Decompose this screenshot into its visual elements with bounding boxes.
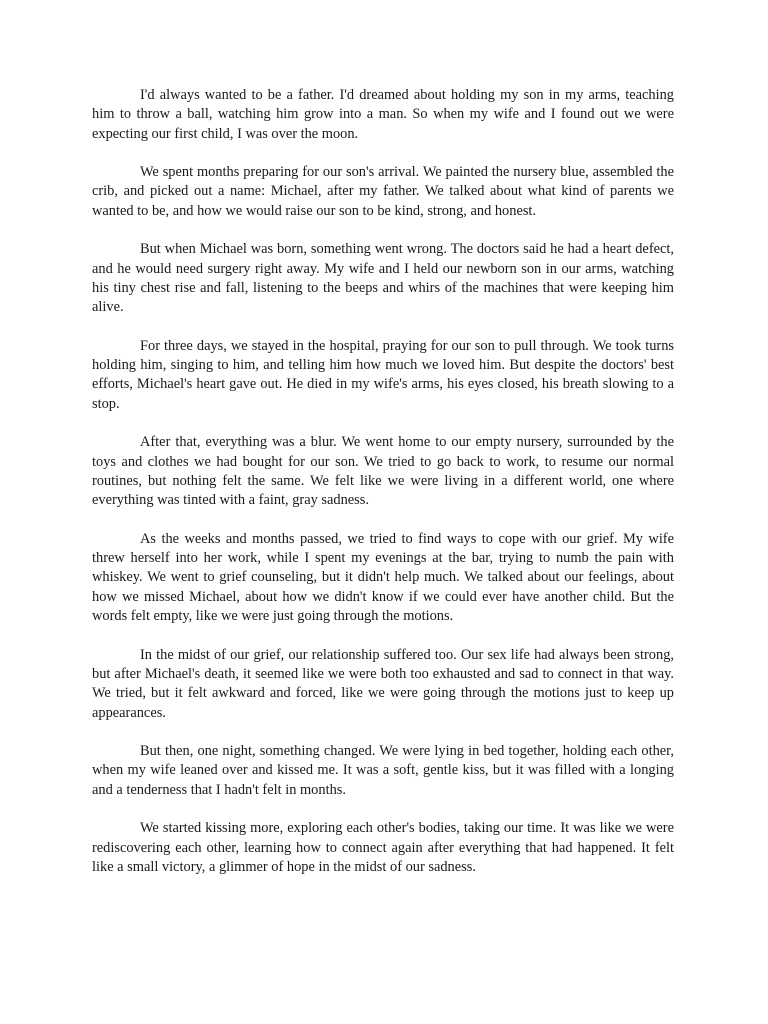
paragraph-1: I'd always wanted to be a father. I'd dreamed about holding my son in my arms, teaching him to throw a ball, watching him grow into a man. So when my wife and I found out we were expecting our first child, I was over the moon. bbox=[92, 87, 674, 142]
paragraph-4: For three days, we stayed in the hospital, praying for our son to pull through. We took turns holding him, singing to him, and telling him how much we loved him. But despite the doctors' best efforts, Michael's heart gave out. He died in my wife's arms, his eyes closed, his breath slowing to a stop. bbox=[92, 337, 674, 412]
paragraph-8: But then, one night, something changed. We were lying in bed together, holding each other, when my wife leaned over and kissed me. It was a soft, gentle kiss, but it was filled with a longing and a tenderness that I hadn't felt in months. bbox=[92, 743, 674, 798]
paragraph-7: In the midst of our grief, our relationship suffered too. Our sex life had always been strong, but after Michael's death, it seemed like we were both too exhausted and sad to connect in that way. We tried, but it felt awkward and forced, like we were going through the motions just to keep up appearances. bbox=[92, 646, 674, 721]
paragraph-3: But when Michael was born, something went wrong. The doctors said he had a heart defect, and he would need surgery right away. My wife and I held our newborn son in our arms, watching his tiny chest rise and fall, listening to the beeps and whirs of the machines that were keeping him alive. bbox=[92, 241, 674, 316]
paragraph-9: We started kissing more, exploring each other's bodies, taking our time. It was like we were rediscovering each other, learning how to connect again after everything that had happened. It felt like a small victory, a glimmer of hope in the midst of our sadness. bbox=[92, 820, 674, 875]
paragraph-5: After that, everything was a blur. We went home to our empty nursery, surrounded by the toys and clothes we had bought for our son. We tried to go back to work, to resume our normal routines, but nothing felt the same. We felt like we were living in a different world, one where everything was tinted with a faint, gray sadness. bbox=[92, 434, 674, 509]
paragraph-2: We spent months preparing for our son's arrival. We painted the nursery blue, assembled the crib, and picked out a name: Michael, after my father. We talked about what kind of parents we wanted to be, and how we would raise our son to be kind, strong, and honest. bbox=[92, 164, 674, 219]
paragraph-6: As the weeks and months passed, we tried to find ways to cope with our grief. My wife threw herself into her work, while I spent my evenings at the bar, trying to numb the pain with whiskey. We went to grief counseling, but it didn't help much. We talked about our feelings, about how we missed Michael, about how we didn't know if we could ever have another child. But the words felt empty, like we were just going through the motions. bbox=[92, 530, 674, 625]
document-body bbox=[92, 86, 674, 896]
